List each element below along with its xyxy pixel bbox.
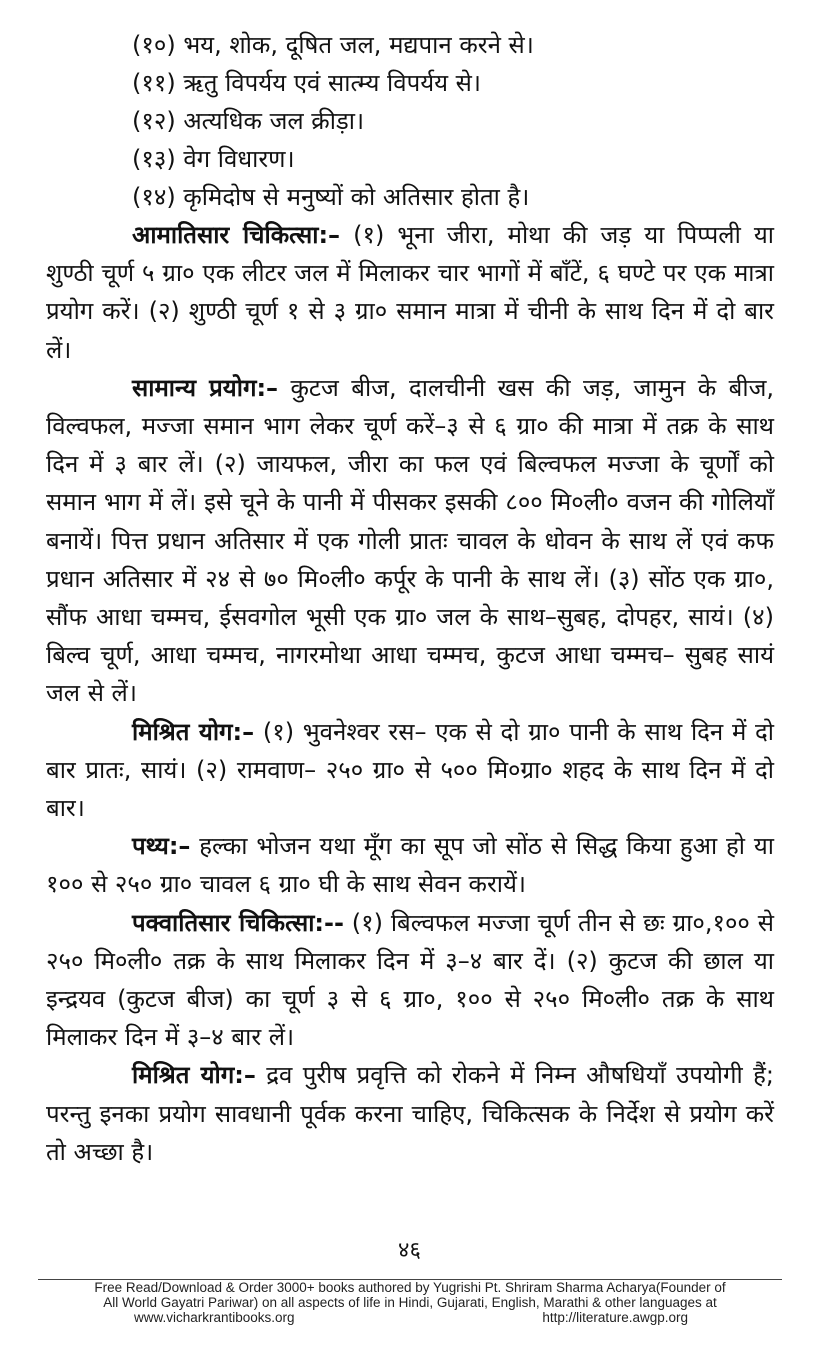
page-number: ४६	[398, 1238, 421, 1263]
paragraph-pathya	[46, 827, 774, 903]
paragraph-heading: मिश्रित योग:–	[132, 717, 255, 746]
paragraph-heading: सामान्य प्रयोग:–	[132, 373, 279, 402]
paragraph-amatisar	[46, 216, 774, 369]
paragraph-heading: आमातिसार चिकित्सा:–	[132, 221, 341, 249]
footer-links	[38, 1310, 782, 1325]
paragraph-text: हल्का भोजन यथा मूँग का सूप जो सोंठ से सिद्ध किया हुआ हो या १०० से २५० ग्रा० चावल ६ ग्रा० घी के साथ सेवन करायें।	[46, 832, 774, 899]
paragraph-mishrit-yog-2	[46, 1056, 774, 1171]
paragraph-text: (१) भुवनेश्वर रस– एक से दो ग्रा० पानी के साथ दिन में दो बार प्रातः, सायं। (२) रामवाण– २५० ग्रा० से ५०० मि०ग्रा० शहद के साथ दिन में दो बार।	[46, 717, 774, 823]
list-item: (११) ऋतु विपर्यय एवं सात्म्य विपर्यय से।	[132, 69, 481, 97]
paragraph-text: (१) बिल्वफल मज्जा चूर्ण तीन से छः ग्रा०,१०० से २५० मि०ली० तक्र के साथ मिलाकर दिन में ३–४ बार दें। (२) कुटज की छाल या इन्द्रयव (कुटज बीज) का चूर्ण ३ से ६ ग्रा०, १०० से २५० मि०ली० तक्र के साथ मिलाकर दिन में ३–४ बार लें।	[46, 908, 774, 1052]
paragraph-heading: पक्वातिसार चिकित्सा:--	[132, 908, 344, 937]
list-item: (१४) कृमिदोष से मनुष्यों को अतिसार होता है।	[132, 183, 530, 211]
paragraph-heading: मिश्रित योग:–	[132, 1061, 256, 1090]
paragraph-samanya-prayog	[46, 369, 774, 713]
footer	[38, 1280, 782, 1325]
footer-link-awgp[interactable]: http://literature.awgp.org	[542, 1310, 688, 1325]
footer-line: Free Read/Download & Order 3000+ books authored by Yugrishi Pt. Shriram Sharma Acharya(Founder of	[94, 1280, 726, 1295]
page-body	[46, 26, 774, 1171]
paragraph-text: (१) भूना जीरा, मोथा की जड़ या पिप्पली या शुण्ठी चूर्ण ५ ग्रा० एक लीटर जल में मिलाकर चार भागों में बाँटें, ६ घण्टे पर एक मात्रा प्रयोग करें। (२) शुण्ठी चूर्ण १ से ३ ग्रा० समान मात्रा में चीनी के साथ दिन में दो बार लें।	[46, 221, 774, 364]
paragraph-mishrit-yog	[46, 713, 774, 828]
paragraph-heading: पथ्य:–	[132, 832, 191, 861]
paragraph-pakvatisar	[46, 904, 774, 1057]
footer-link-vicharkranti[interactable]: www.vicharkrantibooks.org	[134, 1310, 295, 1325]
footer-line: All World Gayatri Pariwar) on all aspects of life in Hindi, Gujarati, English, Marathi & other languages at	[103, 1295, 717, 1310]
list-item: (१०) भय, शोक, दूषित जल, मद्यपान करने से।	[132, 31, 534, 59]
paragraph-text: द्रव पुरीष प्रवृत्ति को रोकने में निम्न औषधियाँ उपयोगी हैं; परन्तु इनका प्रयोग सावधानी पूर्वक करना चाहिए, चिकित्सक के निर्देश से प्रयोग करें तो अच्छा है।	[46, 1061, 774, 1166]
list-item: (१३) वेग विधारण।	[132, 145, 295, 173]
paragraph-text: कुटज बीज, दालचीनी खस की जड़, जामुन के बीज, विल्वफल, मज्जा समान भाग लेकर चूर्ण करें–३ से ६ ग्रा० की मात्रा में तक्र के साथ दिन में ३ बार लें। (२) जायफल, जीरा का फल एवं बिल्वफल मज्जा के चूर्णों को समान भाग में लें। इसे चूने के पानी में पीसकर इसकी ८०० मि०ली० वजन की गोलियाँ बनायें। पित्त प्रधान अतिसार में एक गोली प्रातः चावल के धोवन के साथ लें एवं कफ प्रधान अतिसार में २४ से ७० मि०ली० कर्पूर के पानी के साथ लें। (३) सोंठ एक ग्रा०, सौंफ आधा चम्मच, ईसवगोल भूसी एक ग्रा० जल के साथ–सुबह, दोपहर, सायं। (४) बिल्व चूर्ण, आधा चम्मच, नागरमोथा आधा चम्मच, कुटज आधा चम्मच– सुबह सायं जल से लें।	[46, 373, 775, 708]
list-item: (१२) अत्यधिक जल क्रीड़ा।	[132, 107, 365, 135]
